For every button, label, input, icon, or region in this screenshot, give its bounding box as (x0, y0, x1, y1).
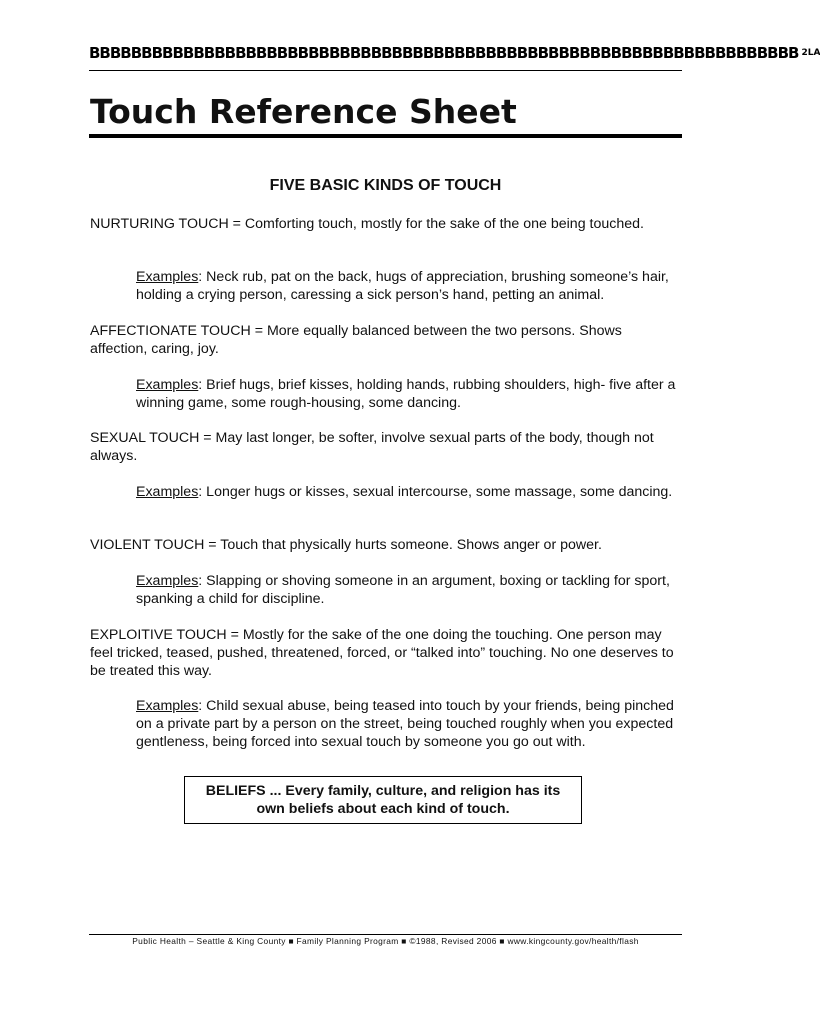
kind-examples-exploitive (136, 697, 684, 751)
footer-credits: Public Health – Seattle & King County ■ Family Planning Program ■ ©1988, Revised 2006 ■ www.kingcounty.gov/health/flash (132, 936, 639, 946)
examples-text: : Longer hugs or kisses, sexual intercourse, some massage, some dancing. (198, 484, 673, 500)
page-title: Touch Reference Sheet (90, 92, 517, 131)
beliefs-callout-box (184, 776, 582, 824)
beliefs-line-2: own beliefs about each kind of touch. (256, 801, 510, 817)
header-decorative-glyphs: BBBBBBBBBBBBBBBBBBBBBBBBBBBBBBBBBBBBBBBBBBBBBBBBBBBBBBBBBBBBBBBBBBBB (89, 44, 799, 62)
header-rule (89, 70, 682, 71)
kind-examples-violent (136, 572, 684, 608)
kind-definition-affectionate: AFFECTIONATE TOUCH = More equally balanced between the two persons. Shows affection, caring, joy. (90, 323, 622, 357)
kind-examples-nurturing (136, 268, 684, 304)
section-heading: FIVE BASIC KINDS OF TOUCH (269, 177, 502, 194)
examples-label: Examples (136, 269, 199, 285)
examples-label: Examples (136, 573, 199, 589)
header-tail-text: 2LA (801, 48, 820, 58)
kind-examples-affectionate (136, 376, 684, 412)
kind-definition-sexual: SEXUAL TOUCH = May last longer, be softer, involve sexual parts of the body, though not always. (90, 430, 654, 464)
examples-label: Examples (136, 698, 199, 714)
kind-definition-exploitive: EXPLOITIVE TOUCH = Mostly for the sake of the one doing the touching. One person may feel tricked, teased, pushed, threatened, forced, or “talked into” touching. No one deserves to be treated this way. (90, 627, 674, 679)
kind-definition-nurturing: NURTURING TOUCH = Comforting touch, mostly for the sake of the one being touched. (90, 216, 644, 232)
examples-text: : Child sexual abuse, being teased into touch by your friends, being pinched on a private part by a person on the street, being touched roughly when you expected gentleness, being forced into sexual touch by someone you go out with. (136, 698, 674, 750)
header-strip (89, 44, 820, 68)
kind-definition-violent: VIOLENT TOUCH = Touch that physically hurts someone. Shows anger or power. (90, 537, 602, 553)
examples-label: Examples (136, 484, 199, 500)
title-rule (89, 134, 682, 138)
kind-examples-sexual (136, 483, 684, 501)
examples-text: : Neck rub, pat on the back, hugs of appreciation, brushing someone’s hair, holding a crying person, caressing a sick person’s hand, petting an animal. (136, 269, 669, 303)
examples-text: : Brief hugs, brief kisses, holding hands, rubbing shoulders, high- five after a winning game, some rough-housing, some dancing. (136, 377, 676, 411)
examples-label: Examples (136, 377, 199, 393)
beliefs-line-1: BELIEFS ... Every family, culture, and religion has its (205, 783, 561, 799)
examples-text: : Slapping or shoving someone in an argument, boxing or tackling for sport, spanking a child for discipline. (136, 573, 670, 607)
